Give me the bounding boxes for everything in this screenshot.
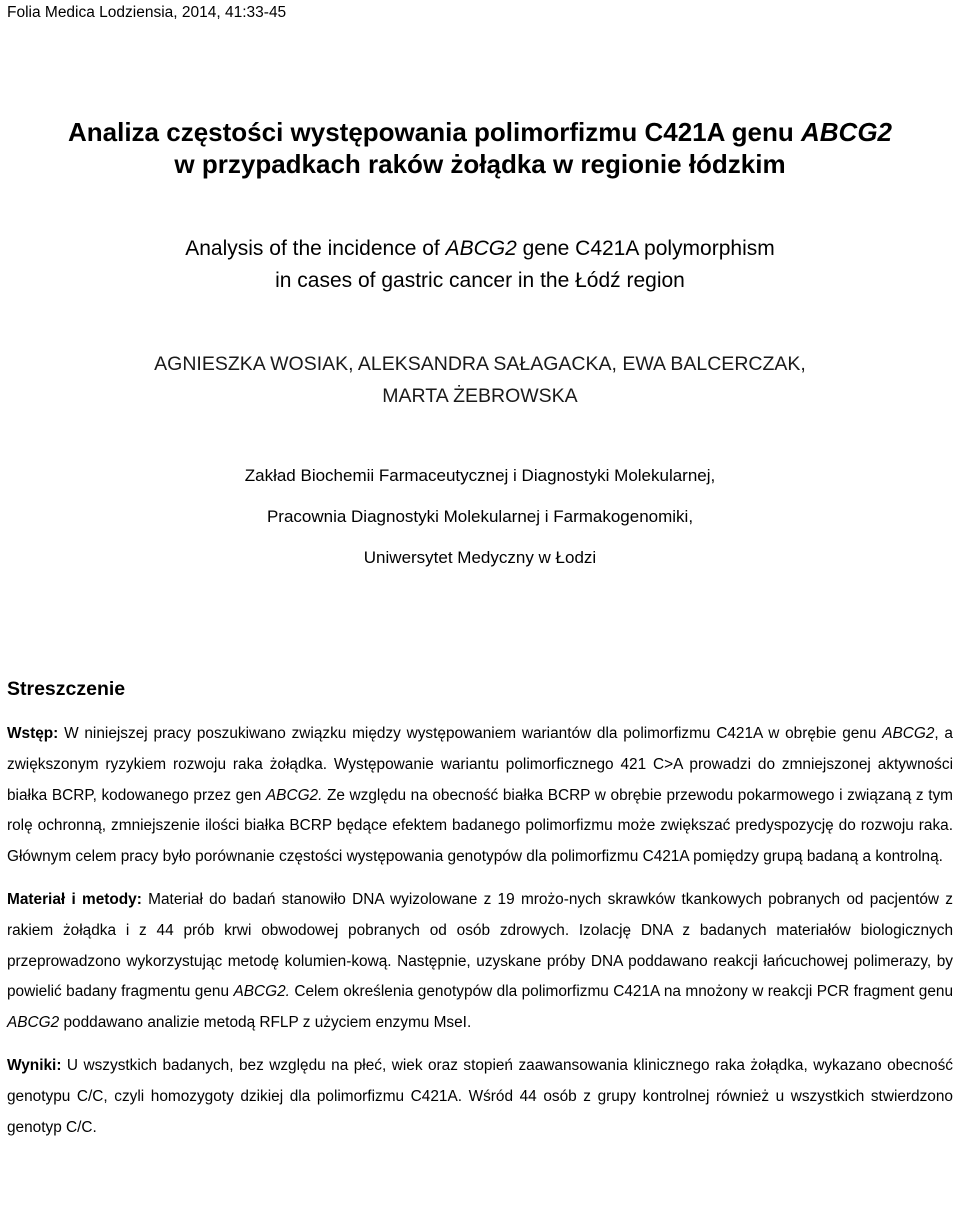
author-line-2: MARTA ŻEBROWSKA (382, 385, 578, 407)
author-line-1: AGNIESZKA WOSIAK, ALEKSANDRA SAŁAGACKA, EWA BALCERCZAK, (154, 353, 806, 375)
title-english (0, 233, 960, 297)
title-polish-text: Analiza częstości występowania polimorfizmu C421A genu (67, 117, 801, 147)
title-english-line-1 (0, 233, 960, 265)
title-english-line-2: in cases of gastric cancer in the Łódź region (275, 269, 685, 292)
title-english-text: gene C421A polymorphism (516, 237, 775, 260)
title-polish-line-2: w przypadkach raków żołądka w regionie łódzkim (174, 149, 786, 179)
journal-header: Folia Medica Lodziensia, 2014, 41:33-45 (7, 4, 287, 21)
paragraph-label: Materiał i metody: (7, 890, 142, 908)
affiliation (0, 466, 960, 589)
gene-name: ABCG2 (445, 237, 517, 260)
paragraph-label: Wstęp: (7, 725, 59, 742)
title-english-text: Analysis of the incidence of (185, 237, 446, 260)
paragraph-label: Wyniki: (7, 1056, 62, 1074)
affiliation-line-1: Zakład Biochemii Farmaceutycznej i Diagnostyki Molekularnej, (244, 466, 716, 485)
author-list (0, 348, 960, 412)
abstract-results: Wyniki: U wszystkich badanych, bez względu na płeć, wiek oraz stopień zaawansowania klinicznego raka żołądka, wykazano obecność genotypu C/C, czyli homozygoty dzikiej dla polimorfizmu C421A. Wśród 44 osób z grupy kontrolnej również u wszystkich stwierdzono genotyp C/C. (7, 1056, 953, 1136)
gene-name: ABCG2 (7, 1014, 60, 1032)
gene-name: ABCG2. (233, 983, 290, 1001)
gene-name: ABCG2 (882, 725, 935, 742)
affiliation-line-3: Uniwersytet Medyczny w Łodzi (363, 548, 597, 567)
gene-name: ABCG2. (265, 786, 323, 804)
title-polish-line-1 (0, 116, 960, 148)
affiliation-line-2: Pracownia Diagnostyki Molekularnej i Farmakogenomiki, (266, 507, 694, 526)
abstract-body (7, 719, 953, 1155)
abstract-intro: Wstęp: W niniejszej pracy poszukiwano związku między występowaniem wariantów dla polimorfizmu C421A w obrębie genu ABCG2, a zwiększonym ryzykiem rozwoju raka żołądka. Występowanie wariantu polimorficznego 421 C>A prowadzi do zmniejszonej aktywności białka BCRP, kodowanego przez gen ABCG2. Ze względu na obecność białka BCRP w obrębie przewodu pokarmowego i związaną z tym rolę ochronną, zmniejszenie ilości białka BCRP będące efektem badanego polimorfizmu może zwiększać predyspozycję do rozwoju raka. Głównym celem pracy było porównanie częstości występowania genotypów dla polimorfizmu C421A pomiędzy grupą badaną a kontrolną. (7, 725, 953, 866)
title-polish (0, 116, 960, 180)
abstract-methods: Materiał i metody: Materiał do badań stanowiło DNA wyizolowane z 19 mrożo-nych skrawków tkankowych pobranych od pacjentów z rakiem żołądka i z 44 prób krwi obwodowej pobranych od osób zdrowych. Izolację DNA z badanych materiałów biologicznych przeprowadzono wykorzystując metodę kolumien-kową. Następnie, uzyskane próby DNA poddawano reakcji łańcuchowej polimerazy, by powielić badany fragmentu genu ABCG2. Celem określenia genotypów dla polimorfizmu C421A na mnożony w reakcji PCR fragment genu ABCG2 poddawano analizie metodą RFLP z użyciem enzymu MseI. (7, 890, 954, 1032)
gene-name: ABCG2 (800, 117, 892, 147)
section-heading: Streszczenie (7, 678, 126, 700)
